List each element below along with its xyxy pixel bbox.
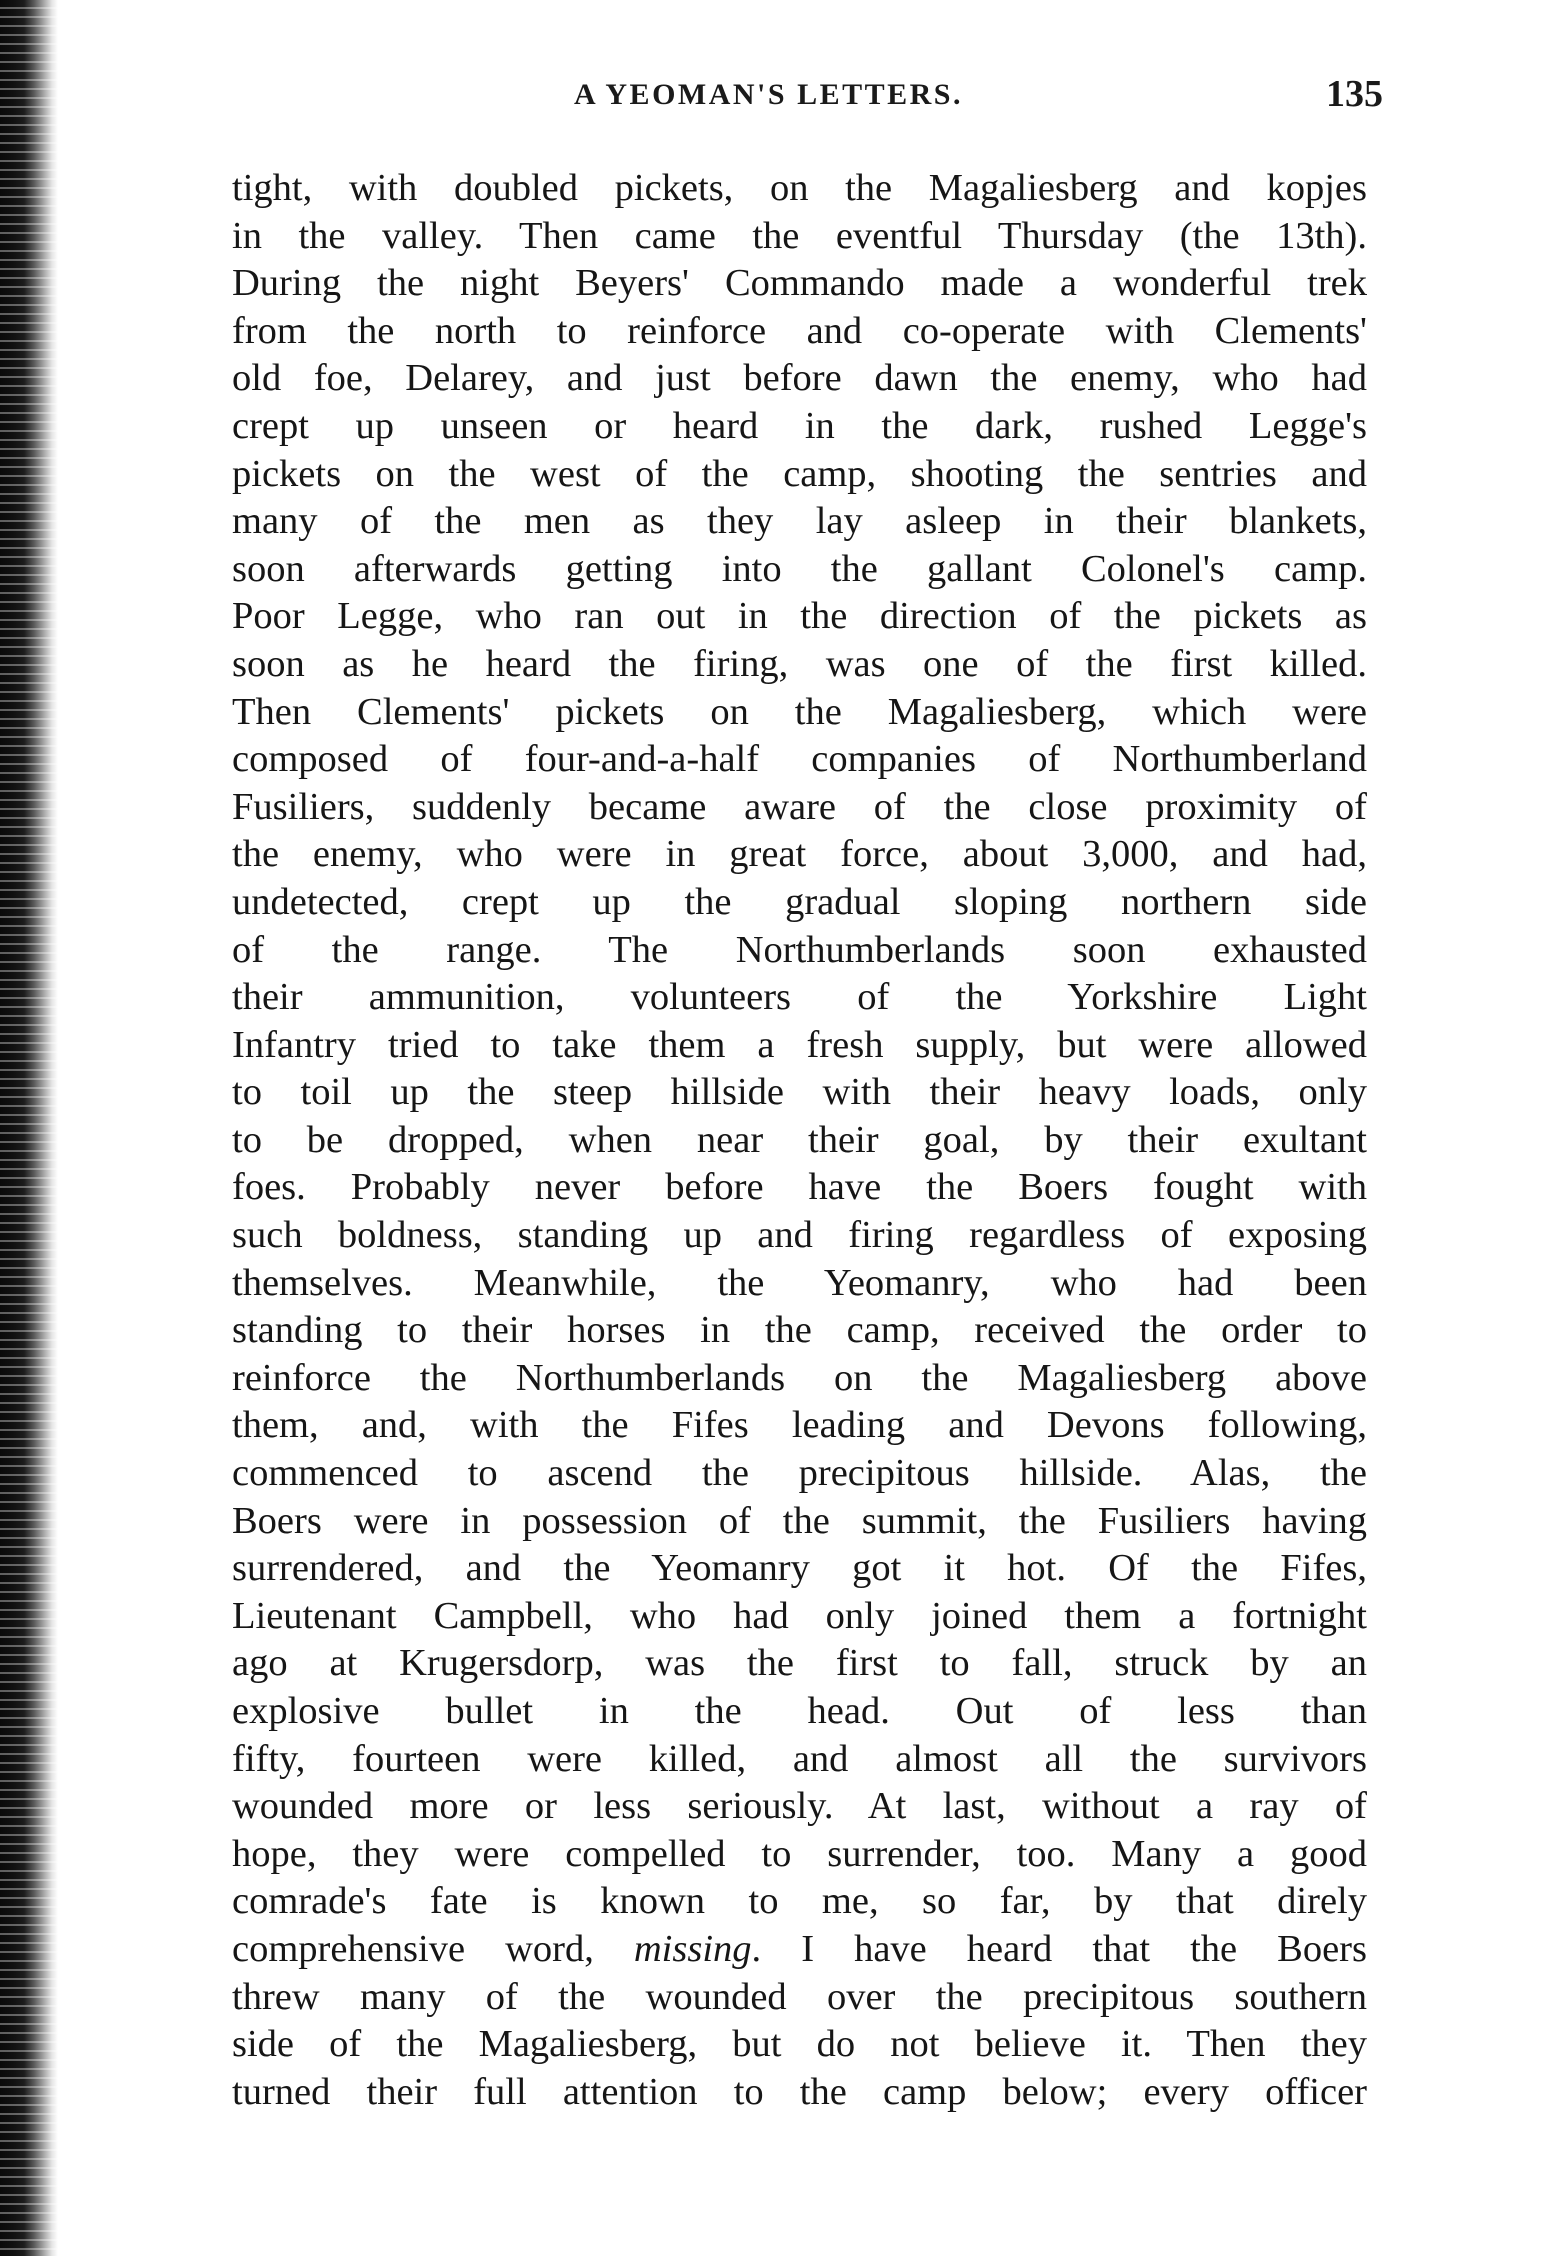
text-line: crept up unseen or heard in the dark, rushed Legge's bbox=[232, 404, 1367, 447]
text-line: Then Clements' pickets on the Magaliesberg, which were bbox=[232, 690, 1367, 733]
text-line: to be dropped, when near their goal, by their exultant bbox=[232, 1118, 1367, 1161]
text-line: Poor Legge, who ran out in the direction of the pickets as bbox=[232, 595, 1367, 638]
text-line: undetected, crept up the gradual sloping northern side bbox=[232, 880, 1367, 923]
text-line: side of the Magaliesberg, but do not believe it. Then they bbox=[232, 2023, 1367, 2066]
text-line: composed of four-and-a-half companies of Northumberland bbox=[232, 738, 1367, 781]
text-line: many of the men as they lay asleep in their blankets, bbox=[232, 500, 1367, 543]
text-line: hope, they were compelled to surrender, too. Many a good bbox=[232, 1832, 1367, 1875]
text-line: themselves. Meanwhile, the Yeomanry, who had been bbox=[232, 1261, 1367, 1304]
text-line: them, and, with the Fifes leading and Devons following, bbox=[232, 1404, 1367, 1447]
text-line: their ammunition, volunteers of the Yorkshire Light bbox=[232, 976, 1367, 1019]
body-text bbox=[232, 165, 1367, 2116]
text-line: threw many of the wounded over the precipitous southern bbox=[232, 1975, 1367, 2018]
text-line: turned their full attention to the camp below; every officer bbox=[232, 2070, 1367, 2113]
text-line: comprehensive word, missing. I have heard that the Boers bbox=[232, 1927, 1367, 1970]
text-line: explosive bullet in the head. Out of less than bbox=[232, 1690, 1367, 1732]
text-line: foes. Probably never before have the Boers fought with bbox=[232, 1166, 1367, 1209]
text-line: wounded more or less seriously. At last, without a ray of bbox=[232, 1785, 1367, 1828]
text-line: Boers were in possession of the summit, the Fusiliers having bbox=[232, 1499, 1367, 1542]
text-line: fifty, fourteen were killed, and almost all the survivors bbox=[232, 1737, 1367, 1780]
text-line: commenced to ascend the precipitous hillside. Alas, the bbox=[232, 1452, 1367, 1495]
text-line: such boldness, standing up and firing regardless of exposing bbox=[232, 1214, 1367, 1257]
text-line: Lieutenant Campbell, who had only joined them a fortnight bbox=[232, 1594, 1367, 1637]
text-line: surrendered, and the Yeomanry got it hot. Of the Fifes, bbox=[232, 1547, 1367, 1590]
text-line: During the night Beyers' Commando made a wonderful trek bbox=[232, 262, 1367, 305]
text-line: reinforce the Northumberlands on the Magaliesberg above bbox=[232, 1356, 1367, 1399]
text-line: standing to their horses in the camp, received the order to bbox=[232, 1309, 1367, 1352]
text-line: soon as he heard the firing, was one of the first killed. bbox=[232, 642, 1367, 685]
text-line: ago at Krugersdorp, was the first to fall, struck by an bbox=[232, 1642, 1367, 1685]
text-line: in the valley. Then came the eventful Thursday (the 13th). bbox=[232, 214, 1367, 257]
text-line: Infantry tried to take them a fresh supply, but were allowed bbox=[232, 1023, 1367, 1066]
running-title: A YEOMAN'S LETTERS. bbox=[574, 78, 963, 111]
text-line: tight, with doubled pickets, on the Magaliesberg and kopjes bbox=[232, 167, 1367, 209]
text-line: from the north to reinforce and co-operate with Clements' bbox=[232, 309, 1367, 352]
italic-word: missing bbox=[633, 1927, 752, 1970]
text-line: Fusiliers, suddenly became aware of the close proximity of bbox=[232, 785, 1367, 828]
text-line: to toil up the steep hillside with their heavy loads, only bbox=[232, 1071, 1367, 1114]
text-line: soon afterwards getting into the gallant Colonel's camp. bbox=[232, 547, 1367, 590]
text-line: old foe, Delarey, and just before dawn the enemy, who had bbox=[232, 357, 1367, 400]
text-line: pickets on the west of the camp, shooting the sentries and bbox=[232, 452, 1367, 495]
page-number: 135 bbox=[1326, 73, 1383, 115]
text-line: of the range. The Northumberlands soon exhausted bbox=[232, 928, 1367, 971]
text-line: comrade's fate is known to me, so far, by that direly bbox=[232, 1880, 1367, 1923]
running-head bbox=[0, 72, 1555, 132]
scanned-binding-edge bbox=[0, 0, 58, 2256]
text-line: the enemy, who were in great force, about 3,000, and had, bbox=[232, 833, 1367, 876]
